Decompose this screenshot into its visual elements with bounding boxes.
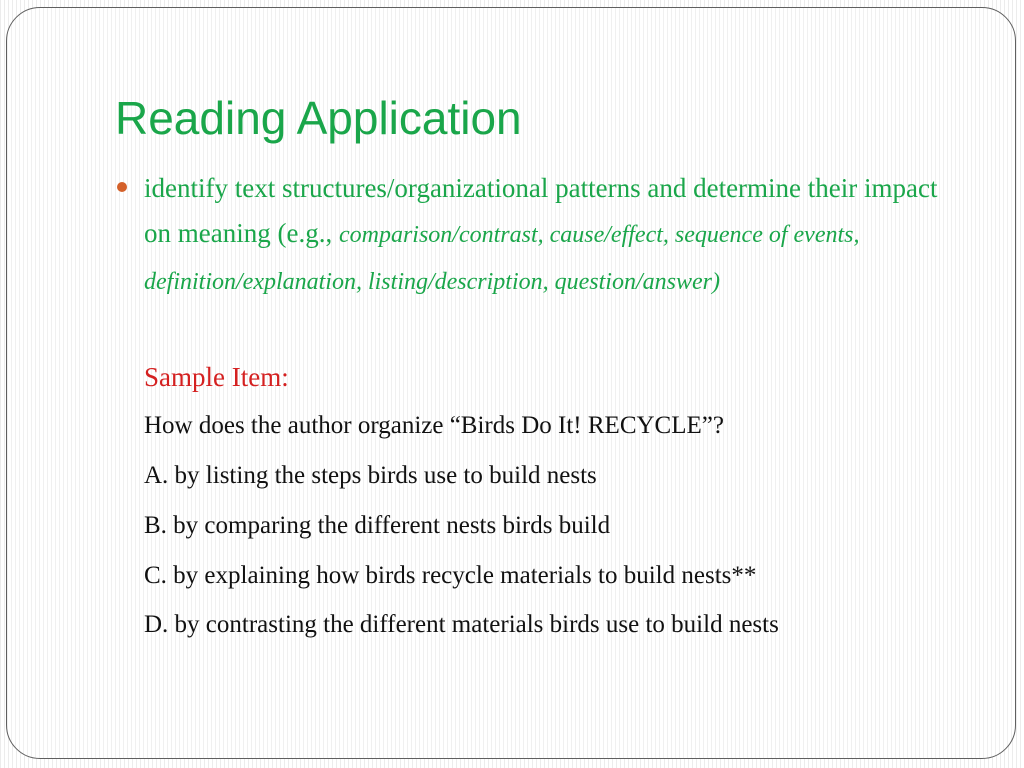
answer-option-b: B. by comparing the different nests birds build: [144, 512, 611, 539]
sample-question: How does the author organize “Birds Do It! RECYCLE”?: [144, 412, 724, 439]
sample-item-label: Sample Item:: [144, 362, 289, 392]
slide-title: Reading Application: [115, 92, 522, 144]
objective-italic: comparison/contrast, cause/effect, sequence of events, definition/explanation, listing/description, question/answer): [144, 222, 860, 295]
bullet-dot-icon: [117, 182, 127, 192]
answer-option-c: C. by explaining how birds recycle materials to build nests**: [144, 562, 757, 589]
answer-option-d: D. by contrasting the different materials birds use to build nests: [144, 611, 779, 638]
objective-text: [144, 166, 969, 305]
objective-plain: identify text structures/organizational patterns and determine their impact on meaning (e.g.,: [144, 173, 938, 248]
answer-option-a: A. by listing the steps birds use to build nests: [144, 462, 597, 489]
